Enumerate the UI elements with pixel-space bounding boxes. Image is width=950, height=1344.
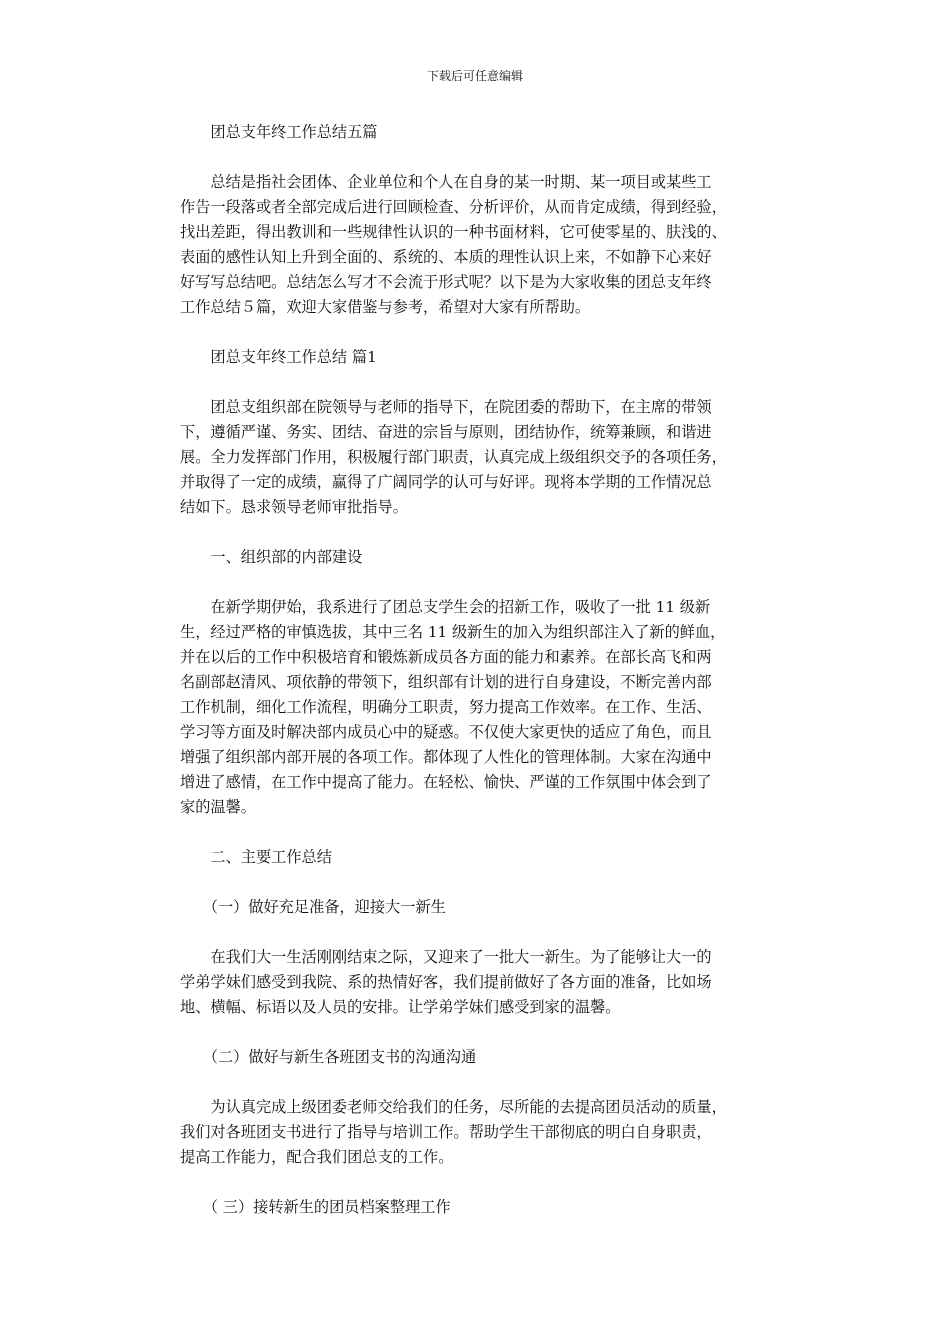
text-line: 地、横幅、标语以及人员的安排。让学弟学妹们感受到家的温馨。 <box>180 998 621 1016</box>
text-line: 学弟学妹们感受到我院、系的热情好客，我们提前做好了各方面的准备，比如场 <box>180 973 712 991</box>
blank-line <box>180 820 780 845</box>
blank-line <box>180 520 780 545</box>
blank-line <box>180 1070 780 1095</box>
blank-line <box>180 1020 780 1045</box>
blank-line <box>180 370 780 395</box>
text-line: 并在以后的工作中积极培育和锻炼新成员各方面的能力和素养。在部长高飞和两 <box>180 648 712 666</box>
blank-line <box>180 320 780 345</box>
text-line: 下，遵循严谨、务实、团结、奋进的宗旨与原则，团结协作，统筹兼顾，和谐进 <box>180 423 712 441</box>
document-body <box>180 120 780 1220</box>
text-line: 学习等方面及时解决部内成员心中的疑惑。不仅使大家更快的适应了角色，而且 <box>180 723 712 741</box>
text-line: 团总支年终工作总结 篇1 <box>180 348 377 366</box>
blank-line <box>180 145 780 170</box>
text-line: （ 三）接转新生的团员档案整理工作 <box>180 1198 451 1216</box>
blank-line <box>180 870 780 895</box>
page-header: 下载后可任意编辑 <box>426 69 523 83</box>
blank-line <box>180 1170 780 1195</box>
text-line: 二、主要工作总结 <box>180 848 332 866</box>
text-line: 表面的感性认知上升到全面的、系统的、本质的理性认识上来，不如静下心来好 <box>180 248 712 266</box>
text-line: 为认真完成上级团委老师交给我们的任务，尽所能的去提高团员活动的质量， <box>180 1098 727 1116</box>
text-line: 结如下。恳求领导老师审批指导。 <box>180 498 408 516</box>
text-line: 在新学期伊始，我系进行了团总支学生会的招新工作，吸收了一批 11 级新 <box>180 598 711 616</box>
text-line: 作告一段落或者全部完成后进行回顾检查、分析评价，从而肯定成绩，得到经验， <box>180 198 727 216</box>
text-line: 一、组织部的内部建设 <box>180 548 363 566</box>
text-line: 好写写总结吧。总结怎么写才不会流于形式呢？以下是为大家收集的团总支年终 <box>180 273 712 291</box>
text-line: （一）做好充足准备，迎接大一新生 <box>180 898 446 916</box>
text-line: 团总支年终工作总结五篇 <box>180 123 378 141</box>
blank-line <box>180 920 780 945</box>
text-line: （二）做好与新生各班团支书的沟通沟通 <box>180 1048 477 1066</box>
text-line: 在我们大一生活刚刚结束之际，又迎来了一批大一新生。为了能够让大一的 <box>180 948 712 966</box>
text-line: 展。全力发挥部门作用，积极履行部门职责，认真完成上级组织交予的各项任务， <box>180 448 727 466</box>
text-line: 家的温馨。 <box>180 798 256 816</box>
text-line: 工作机制，细化工作流程，明确分工职责，努力提高工作效率。在工作、生活、 <box>180 698 712 716</box>
text-line: 找出差距，得出教训和一些规律性认识的一种书面材料，它可使零星的、肤浅的、 <box>180 223 727 241</box>
text-line: 工作总结５篇，欢迎大家借鉴与参考，希望对大家有所帮助。 <box>180 298 591 316</box>
text-line: 总结是指社会团体、企业单位和个人在自身的某一时期、某一项目或某些工 <box>180 173 712 191</box>
text-line: 并取得了一定的成绩，赢得了广阔同学的认可与好评。现将本学期的工作情况总 <box>180 473 712 491</box>
text-line: 增进了感情，在工作中提高了能力。在轻松、愉快、严谨的工作氛围中体会到了 <box>180 773 712 791</box>
text-line: 名副部赵清风、项依静的带领下，组织部有计划的进行自身建设，不断完善内部 <box>180 673 712 691</box>
text-line: 生，经过严格的审慎选拔，其中三名 11 级新生的加入为组织部注入了新的鲜血， <box>180 623 726 641</box>
text-line: 提高工作能力，配合我们团总支的工作。 <box>180 1148 454 1166</box>
text-line: 我们对各班团支书进行了指导与培训工作。帮助学生干部彻底的明白自身职责， <box>180 1123 712 1141</box>
blank-line <box>180 570 780 595</box>
text-line: 团总支组织部在院领导与老师的指导下，在院团委的帮助下，在主席的带领 <box>180 398 712 416</box>
text-line: 增强了组织部内部开展的各项工作。都体现了人性化的管理体制。大家在沟通中 <box>180 748 712 766</box>
